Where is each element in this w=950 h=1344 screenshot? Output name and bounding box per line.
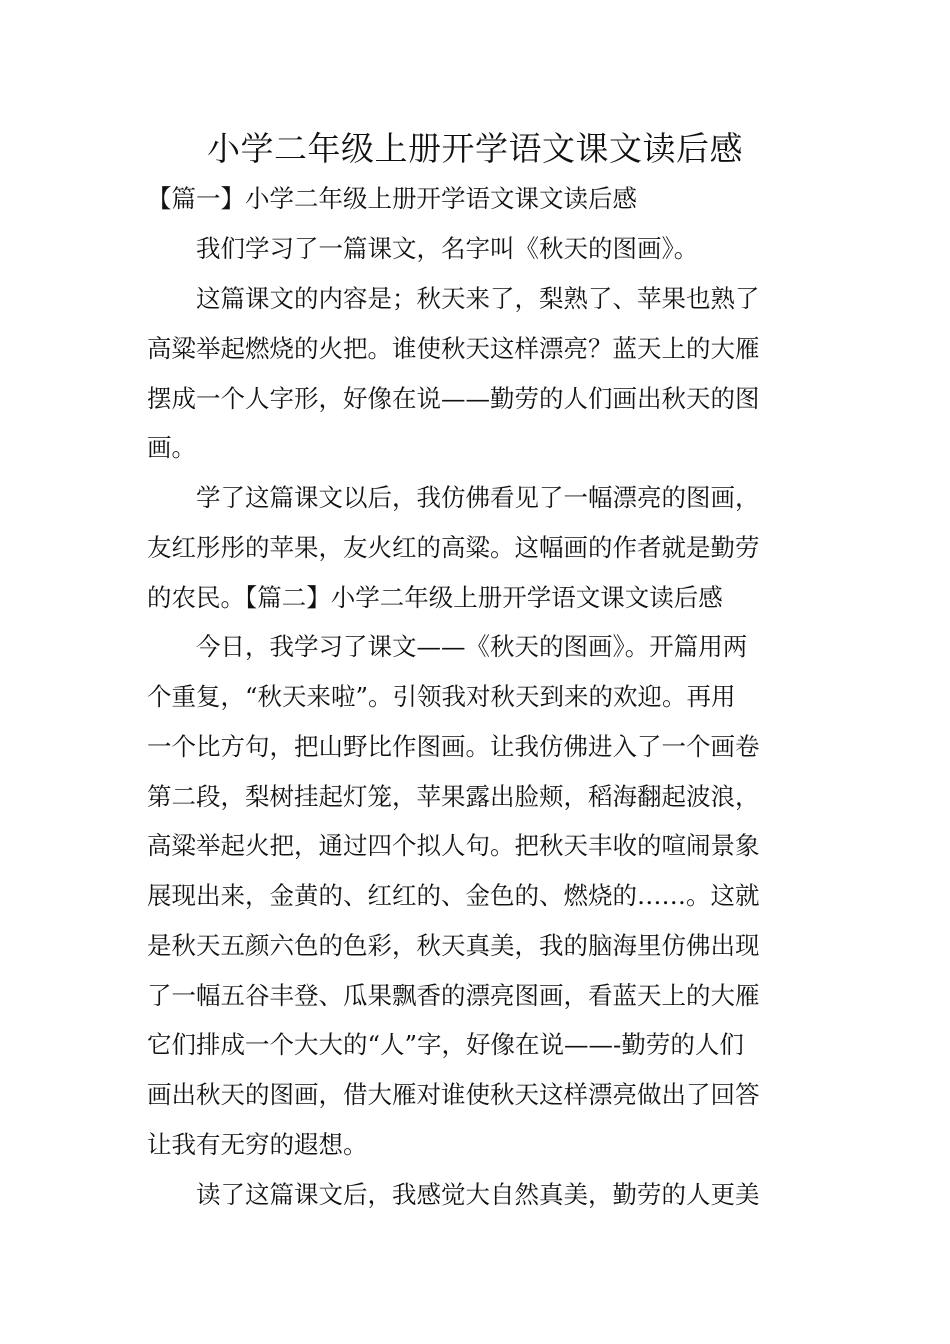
paragraph-line: 画。 xyxy=(147,433,196,462)
paragraph-line: 了一幅五谷丰登、瓜果飘香的漂亮图画，看蓝天上的大雁 xyxy=(147,981,760,1010)
paragraph-line: 让我有无穷的遐想。 xyxy=(147,1130,368,1159)
document-title: 小学二年级上册开学语文课文读后感 xyxy=(207,129,743,168)
paragraph-line: 我们学习了一篇课文，名字叫《秋天的图画》。 xyxy=(196,234,699,263)
paragraph-line: 学了这篇课文以后，我仿佛看见了一幅漂亮的图画， xyxy=(196,483,760,512)
paragraph-line: 展现出来，金黄的、红红的、金色的、燃烧的……。这就 xyxy=(147,881,760,910)
section-heading-1: 【篇一】小学二年级上册开学语文课文读后感 xyxy=(147,184,637,213)
paragraph-line: 友红彤彤的苹果，友火红的高粱。这幅画的作者就是勤劳 xyxy=(147,533,760,562)
paragraph-line: 摆成一个人字形，好像在说——勤劳的人们画出秋天的图 xyxy=(147,384,760,413)
paragraph-line: 读了这篇课文后，我感觉大自然真美，勤劳的人更美 xyxy=(196,1180,760,1209)
paragraph-line: 高粱举起燃烧的火把。谁使秋天这样漂亮？蓝天上的大雁 xyxy=(147,334,760,363)
paragraph-line: 今日，我学习了课文——《秋天的图画》。开篇用两 xyxy=(196,632,748,661)
paragraph-line: 它们排成一个大大的“人”字，好像在说——-勤劳的人们 xyxy=(147,1030,744,1059)
paragraph-line: 高粱举起火把，通过四个拟人句。把秋天丰收的喧闹景象 xyxy=(147,831,760,860)
paragraph-line: 一个比方句，把山野比作图画。让我仿佛进入了一个画卷 xyxy=(147,732,760,761)
paragraph-line: 个重复，“秋天来啦”。引领我对秋天到来的欢迎。再用 xyxy=(147,682,736,711)
paragraph-line: 画出秋天的图画，借大雁对谁使秋天这样漂亮做出了回答 xyxy=(147,1080,760,1109)
paragraph-line: 的农民。【篇二】小学二年级上册开学语文课文读后感 xyxy=(147,583,723,612)
paragraph-line: 第二段，梨树挂起灯笼，苹果露出脸颊，稻海翻起波浪， xyxy=(147,782,760,811)
paragraph-line: 这篇课文的内容是；秋天来了，梨熟了、苹果也熟了 xyxy=(196,284,760,313)
paragraph-line: 是秋天五颜六色的色彩，秋天真美，我的脑海里仿佛出现 xyxy=(147,931,760,960)
